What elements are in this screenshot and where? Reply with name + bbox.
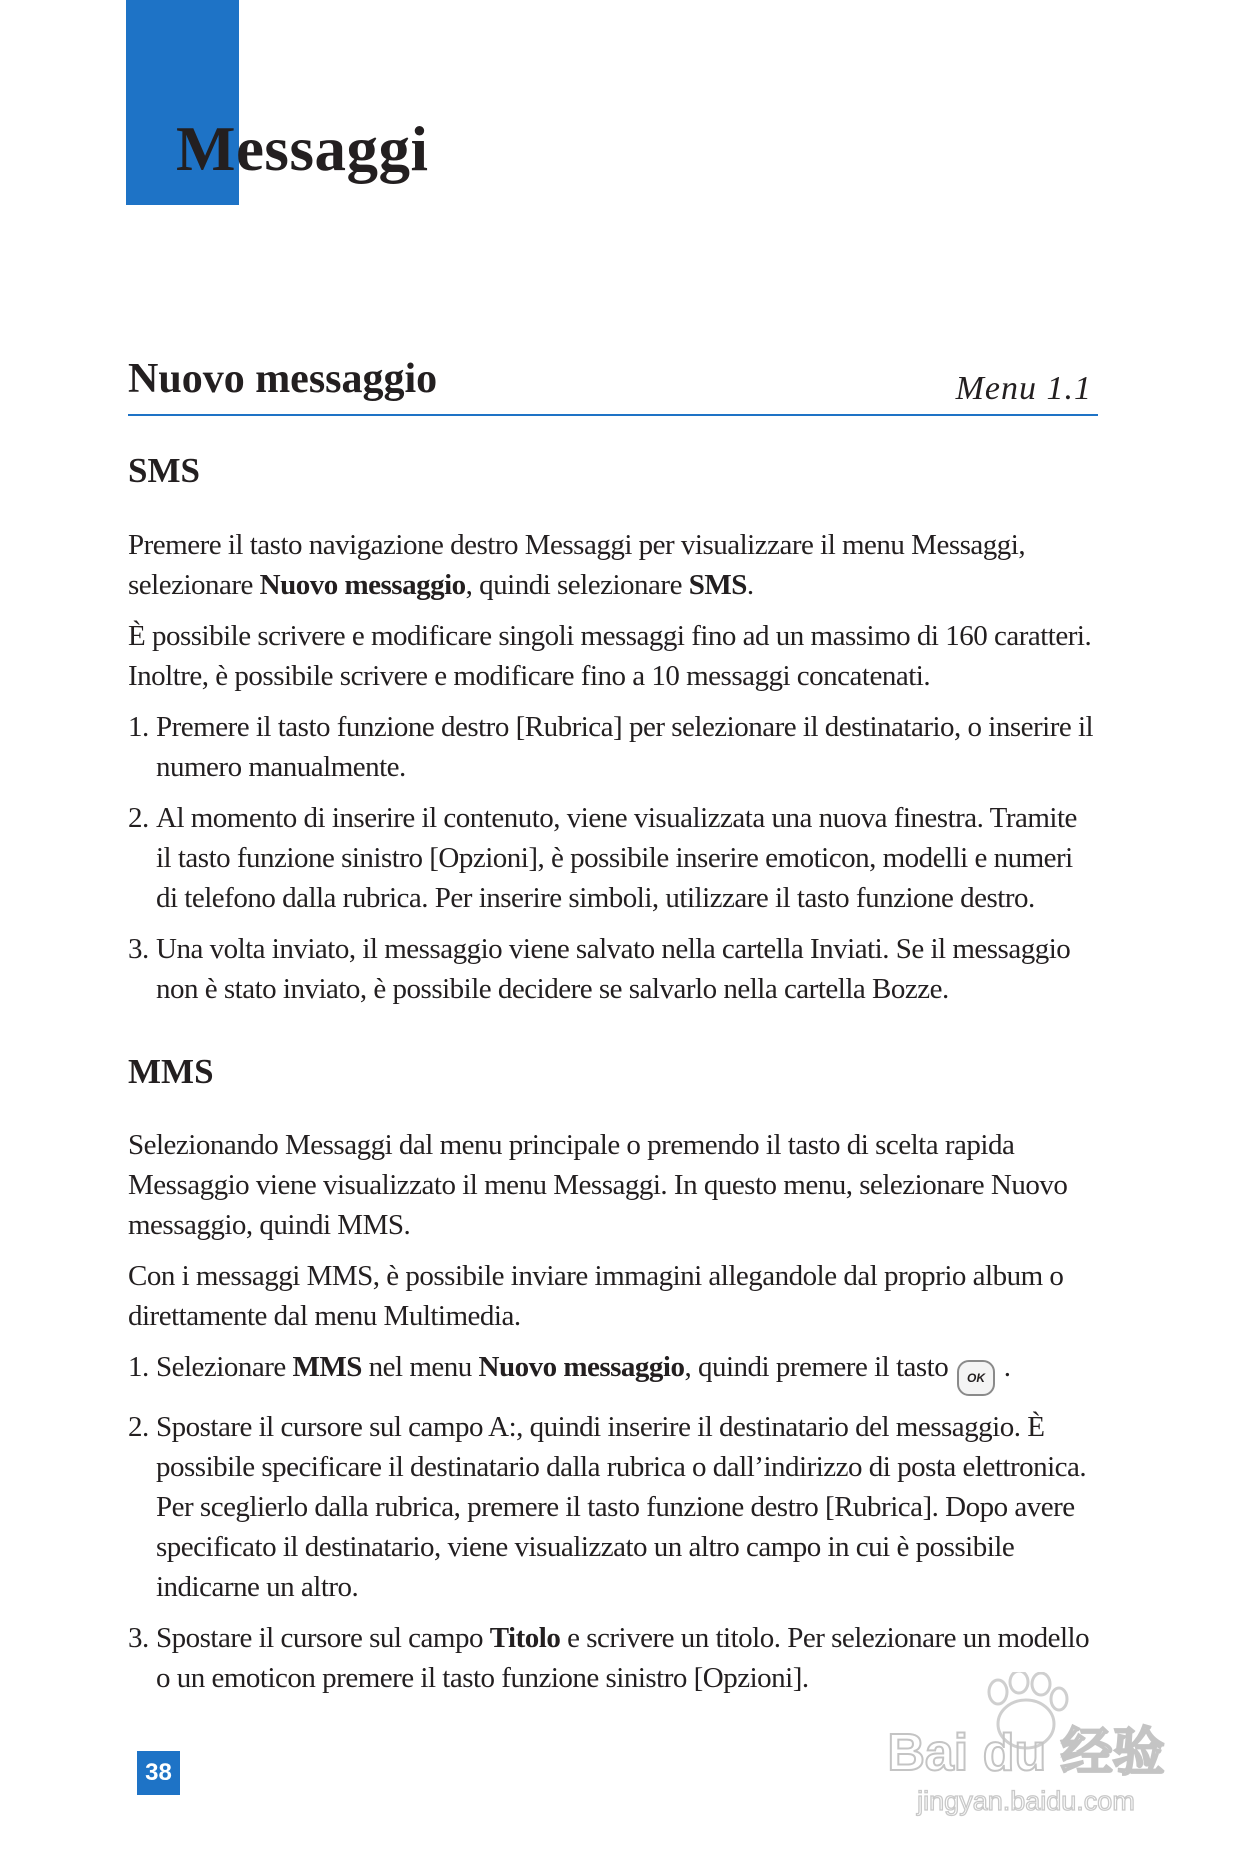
bold-term: Nuovo messaggio (478, 1351, 685, 1383)
watermark-brand: Bai du 经验 (887, 1724, 1165, 1782)
bold-term: Nuovo messaggio (259, 568, 466, 601)
watermark-url: jingyan.baidu.com (917, 1786, 1135, 1816)
list-item (128, 707, 1098, 787)
text-run: Spostare il cursore sul campo (156, 1622, 490, 1654)
step-number: 3. (128, 932, 149, 965)
text-run: . (746, 568, 754, 601)
step-number: 1. (128, 1351, 149, 1383)
step-text: Una volta inviato, il messaggio viene salvato nella cartella Inviati. Se il messaggio non è stato inviato, è possibile decidere se salvarlo nella cartella Bozze. (156, 932, 1071, 1005)
mms-intro-paragraph: Selezionando Messaggi dal menu principale o premendo il tasto di scelta rapida Messaggio viene visualizzato il menu Messaggi. In questo menu, selezionare Nuovo messaggio, quindi MMS. (128, 1129, 1068, 1241)
step-number: 2. (128, 1411, 149, 1443)
step-number: 2. (128, 801, 149, 834)
text-run: , quindi premere il tasto (684, 1351, 955, 1383)
mms-heading: MMS (128, 1051, 214, 1091)
text-run: nel menu (361, 1351, 479, 1383)
list-item (128, 1347, 1098, 1396)
menu-reference: Menu 1.1 (955, 370, 1092, 407)
text-run: Premere il tasto navigazione destro Messaggi per visualizzare il menu Messaggi, selezionare (128, 528, 1026, 601)
step-number: 1. (128, 710, 149, 743)
mms-album-paragraph: Con i messaggi MMS, è possibile inviare immagini allegandole dal proprio album o direttamente dal menu Multimedia. (128, 1260, 1064, 1332)
sms-intro-paragraph (128, 525, 1098, 605)
step-text: Spostare il cursore sul campo A:, quindi inserire il destinatario del messaggio. È possibile specificare il destinatario dalla rubrica o dall’indirizzo di posta elettronica. Per sceglierlo dalla rubrica, premere il tasto funzione destro [Rubrica]. Dopo avere specificato il destinatario, viene visualizzato un altro campo in cui è possibile indicarne un altro. (156, 1411, 1087, 1603)
text-run: , quindi selezionare (465, 568, 689, 601)
step-text: Premere il tasto funzione destro [Rubrica] per selezionare il destinatario, o inserire il numero manualmente. (156, 710, 1094, 783)
sms-steps-list (128, 707, 1098, 1009)
baidu-watermark-logo (876, 1672, 1176, 1818)
section-title: Nuovo messaggio (128, 356, 438, 402)
section-header (128, 358, 1098, 416)
step-text: Al momento di inserire il contenuto, viene visualizzata una nuova finestra. Tramite il tasto funzione sinistro [Opzioni], è possibile inserire emoticon, modelli e numeri di telefono dalla rubrica. Per inserire simboli, utilizzare il tasto funzione destro. (156, 801, 1077, 914)
bold-term: MMS (292, 1351, 362, 1383)
step-number: 3. (128, 1622, 149, 1654)
list-item (128, 1407, 1098, 1607)
sms-heading: SMS (128, 451, 200, 490)
list-item (128, 798, 1098, 918)
text-run: Selezionare (156, 1351, 293, 1383)
bold-term: SMS (688, 568, 747, 601)
page-content (128, 452, 1098, 1709)
ok-key-icon: OK (957, 1360, 995, 1396)
sms-limit-paragraph: È possibile scrivere e modificare singoli messaggi fino ad un massimo di 160 caratteri. Inoltre, è possibile scrivere e modificare fino a 10 messaggi concatenati. (128, 619, 1092, 692)
chapter-title: Messaggi (176, 114, 429, 184)
text-run: e scrivere un titolo. Per selezionare un modello o un emoticon premere il tasto funzione sinistro [Opzioni]. (156, 1622, 1090, 1694)
list-item (128, 929, 1098, 1009)
bold-term: Titolo (489, 1622, 561, 1654)
text-run: . (996, 1351, 1011, 1383)
page-number: 38 (137, 1751, 180, 1795)
mms-steps-list (128, 1347, 1098, 1698)
